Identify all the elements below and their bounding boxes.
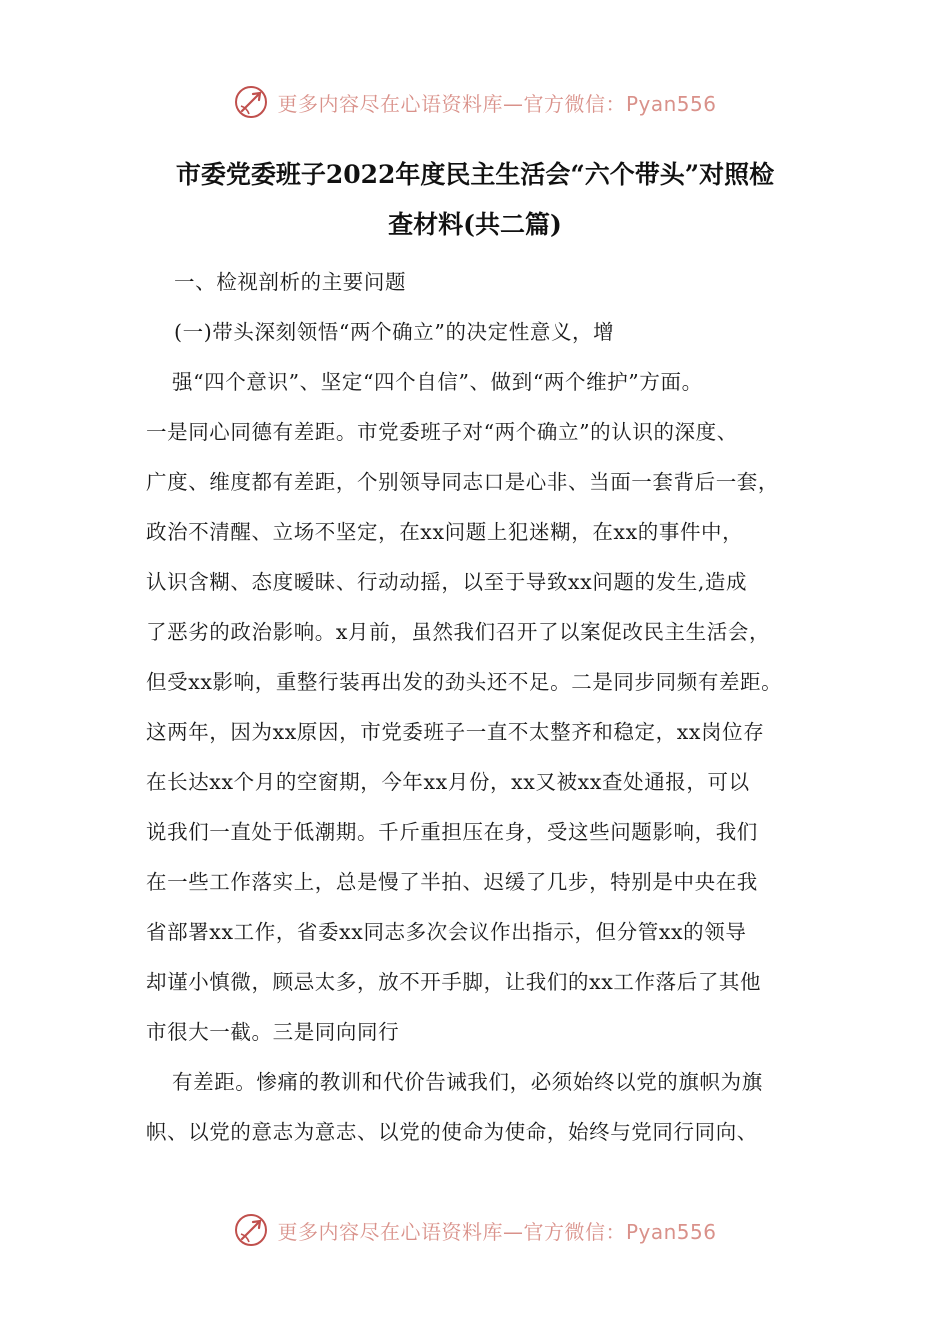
subsection-heading: (一)带头深刻领悟“两个确立”的决定性意义，增 bbox=[174, 320, 615, 344]
document-title-line-1: 市委党委班子2022年度民主生活会“六个带头”对照检 bbox=[175, 160, 775, 189]
body-line: 说我们一直处于低潮期。千斤重担压在身，受这些问题影响，我们 bbox=[146, 820, 758, 844]
body-line: 帜、以党的意志为意志、以党的使命为使命，始终与党同行同向、 bbox=[146, 1120, 758, 1144]
body-line: 强“四个意识”、坚定“四个自信”、做到“两个维护”方面。 bbox=[172, 370, 703, 394]
quill-logo-icon bbox=[233, 1212, 269, 1248]
body-line: 认识含糊、态度暧昧、行动动摇，以至于导致xx问题的发生,造成 bbox=[146, 570, 748, 594]
body-line: 广度、维度都有差距，个别领导同志口是心非、当面一套背后一套， bbox=[146, 470, 779, 494]
section-heading: 一、检视剖析的主要问题 bbox=[174, 270, 407, 294]
body-line: 政治不清醒、立场不坚定，在xx问题上犯迷糊，在xx的事件中， bbox=[146, 520, 744, 544]
quill-logo-icon bbox=[233, 84, 269, 120]
body-line: 市很大一截。三是同向同行 bbox=[146, 1020, 400, 1044]
document-title-line-2: 查材料(共二篇) bbox=[388, 210, 562, 239]
watermark-banner-bottom bbox=[0, 1210, 950, 1250]
body-line: 了恶劣的政治影响。x月前，虽然我们召开了以案促改民主生活会， bbox=[146, 620, 771, 644]
body-line: 有差距。惨痛的教训和代价告诫我们，必须始终以党的旗帜为旗 bbox=[172, 1070, 763, 1094]
body-line: 在一些工作落实上，总是慢了半拍、迟缓了几步，特别是中央在我 bbox=[146, 870, 758, 894]
watermark-text-top: 更多内容尽在心语资料库—官方微信：Pyan556 bbox=[277, 91, 717, 116]
body-line: 省部署xx工作，省委xx同志多次会议作出指示，但分管xx的领导 bbox=[146, 920, 747, 944]
watermark-text-bottom: 更多内容尽在心语资料库—官方微信：Pyan556 bbox=[277, 1219, 717, 1244]
body-line: 一是同心同德有差距。市党委班子对“两个确立”的认识的深度、 bbox=[146, 420, 738, 444]
body-line: 在长达xx个月的空窗期，今年xx月份，xx又被xx查处通报，可以 bbox=[146, 770, 750, 794]
body-line: 这两年，因为xx原因，市党委班子一直不太整齐和稳定，xx岗位存 bbox=[146, 720, 765, 744]
watermark-banner-top bbox=[0, 82, 950, 122]
document-body bbox=[146, 257, 826, 1157]
body-line: 但受xx影响，重整行装再出发的劲头还不足。二是同步同频有差距。 bbox=[146, 670, 783, 694]
body-line: 却谨小慎微，顾忌太多，放不开手脚，让我们的xx工作落后了其他 bbox=[146, 970, 762, 994]
